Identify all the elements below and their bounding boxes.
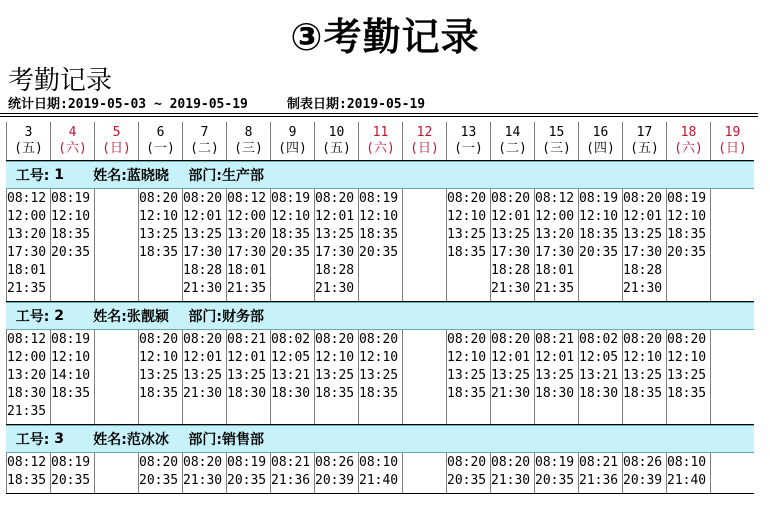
punch-time: 21:35 (7, 281, 47, 296)
punch-time: 08:21 (271, 455, 311, 470)
weekday-label: (六) (366, 141, 395, 156)
punch-time: 12:00 (7, 350, 47, 365)
punch-time: 08:20 (447, 332, 487, 347)
employee-header (6, 161, 754, 189)
punch-time: 12:10 (139, 209, 179, 224)
punch-time: 18:35 (623, 386, 663, 401)
punch-time: 21:30 (623, 281, 663, 296)
day-number: 13 (460, 125, 477, 140)
day-header-cell (94, 122, 138, 160)
punch-cell (534, 453, 578, 493)
punch-cell (314, 189, 358, 301)
punch-time: 08:20 (623, 332, 663, 347)
punch-time: 18:30 (535, 386, 575, 401)
punch-cell (358, 453, 402, 493)
punch-time: 08:26 (623, 455, 663, 470)
punch-cell (94, 189, 138, 301)
punch-time: 21:40 (667, 473, 707, 488)
punch-time: 18:35 (667, 227, 707, 242)
weekday-label: (二) (190, 141, 219, 156)
punch-cell (446, 330, 490, 424)
punch-time: 12:00 (7, 209, 47, 224)
employee-id: 3 (49, 431, 64, 447)
day-number: 7 (200, 125, 209, 140)
punch-time: 20:35 (271, 245, 311, 260)
period-start: 2019-05-03 (67, 97, 147, 112)
employee-id: 2 (49, 308, 64, 324)
punch-time: 17:30 (183, 245, 223, 260)
punch-time: 13:25 (491, 368, 531, 383)
day-header-cell (138, 122, 182, 160)
punch-time: 13:25 (359, 368, 399, 383)
punch-time: 13:25 (139, 227, 179, 242)
punch-time: 18:35 (139, 245, 179, 260)
punch-time: 20:39 (623, 473, 663, 488)
day-number: 6 (156, 125, 165, 140)
employee-dept-label: 部门: (188, 168, 222, 184)
punch-time: 08:19 (359, 191, 399, 206)
punch-time: 18:30 (227, 386, 267, 401)
punch-time: 12:00 (535, 209, 575, 224)
punch-cell (314, 453, 358, 493)
punch-time: 08:20 (359, 332, 399, 347)
punch-time: 17:30 (227, 245, 267, 260)
punch-cell (666, 453, 710, 493)
punch-time: 17:30 (315, 245, 355, 260)
punch-time: 21:36 (271, 473, 311, 488)
punch-time: 12:05 (579, 350, 619, 365)
punch-time: 13:25 (623, 227, 663, 242)
punch-time: 08:12 (7, 332, 47, 347)
day-header-cell (534, 122, 578, 160)
punch-cell (226, 453, 270, 493)
punch-cell (710, 453, 754, 493)
day-header-cell (710, 122, 754, 160)
punch-time: 08:20 (623, 191, 663, 206)
day-header-cell (622, 122, 666, 160)
punch-cell (270, 189, 314, 301)
punch-time: 21:36 (579, 473, 619, 488)
day-header-cell (226, 122, 270, 160)
punch-time: 20:35 (667, 245, 707, 260)
punch-time: 08:12 (535, 191, 575, 206)
day-header-cell (578, 122, 622, 160)
header-rule-double (0, 116, 758, 117)
day-number: 15 (548, 125, 565, 140)
punch-time: 18:30 (271, 386, 311, 401)
punch-time: 13:25 (183, 368, 223, 383)
punch-time: 21:30 (491, 386, 531, 401)
weekday-label: (五) (630, 141, 659, 156)
punch-time: 17:30 (491, 245, 531, 260)
punch-cell (578, 189, 622, 301)
employee-dept: 生产部 (221, 168, 264, 184)
punch-time: 12:01 (183, 350, 223, 365)
punch-time: 18:35 (447, 386, 487, 401)
punch-cell (270, 330, 314, 424)
punch-time: 08:10 (667, 455, 707, 470)
punch-cell (182, 453, 226, 493)
punch-time: 20:35 (579, 245, 619, 260)
day-number: 3 (24, 125, 33, 140)
punch-cell (666, 189, 710, 301)
punch-cell (138, 330, 182, 424)
punch-time: 08:20 (183, 455, 223, 470)
punch-time: 18:35 (315, 386, 355, 401)
day-number: 14 (504, 125, 521, 140)
punch-time: 13:21 (271, 368, 311, 383)
weekday-label: (二) (498, 141, 527, 156)
employee-name: 张靓颍 (126, 309, 169, 325)
made-date-label: 制表日期: (287, 97, 347, 112)
punch-time: 13:20 (7, 368, 47, 383)
punch-time: 08:19 (579, 191, 619, 206)
punch-cell (490, 453, 534, 493)
employee-id-label: 工号: (15, 168, 50, 184)
day-header-cell (358, 122, 402, 160)
punch-cell (622, 453, 666, 493)
punch-time: 18:35 (271, 227, 311, 242)
day-number: 17 (636, 125, 653, 140)
punch-time: 12:10 (139, 350, 179, 365)
punch-time: 13:25 (315, 368, 355, 383)
punch-cell (50, 189, 94, 301)
punch-time: 08:19 (51, 455, 91, 470)
day-number: 8 (244, 125, 253, 140)
punch-time: 13:25 (315, 227, 355, 242)
punch-time: 12:05 (271, 350, 311, 365)
punch-cell (578, 453, 622, 493)
weekday-label: (四) (278, 141, 307, 156)
punch-time: 20:35 (359, 245, 399, 260)
weekday-label: (五) (14, 141, 43, 156)
employee-dept: 销售部 (221, 432, 264, 448)
punch-time: 08:19 (51, 191, 91, 206)
punch-time: 08:12 (227, 191, 267, 206)
punch-cell (710, 330, 754, 424)
punch-time: 08:20 (667, 332, 707, 347)
punch-cell (270, 453, 314, 493)
punch-time: 08:20 (183, 332, 223, 347)
punch-time: 20:35 (51, 245, 91, 260)
day-header-cell (6, 122, 50, 160)
punch-cell (402, 453, 446, 493)
punch-cell (490, 330, 534, 424)
punch-time: 08:20 (315, 191, 355, 206)
punch-time: 12:01 (183, 209, 223, 224)
employee-punch-row (6, 453, 754, 494)
punch-time: 13:25 (139, 368, 179, 383)
weekday-label: (一) (146, 141, 175, 156)
day-number: 10 (328, 125, 345, 140)
punch-time: 20:35 (227, 473, 267, 488)
weekday-label: (六) (58, 141, 87, 156)
punch-time: 13:20 (7, 227, 47, 242)
punch-cell (6, 330, 50, 424)
punch-cell (358, 330, 402, 424)
employee-punch-row (6, 189, 754, 302)
punch-time: 18:35 (447, 245, 487, 260)
punch-time: 17:30 (535, 245, 575, 260)
employee-id-label: 工号: (15, 309, 50, 325)
punch-cell (314, 330, 358, 424)
punch-time: 18:35 (667, 386, 707, 401)
weekday-label: (三) (234, 141, 263, 156)
punch-time: 12:10 (271, 209, 311, 224)
punch-time: 17:30 (623, 245, 663, 260)
punch-time: 20:39 (315, 473, 355, 488)
punch-cell (534, 189, 578, 301)
punch-time: 21:30 (183, 473, 223, 488)
employee-dept-label: 部门: (188, 432, 222, 448)
punch-time: 20:35 (51, 473, 91, 488)
punch-time: 18:35 (7, 473, 47, 488)
weekday-label: (四) (586, 141, 615, 156)
punch-time: 08:02 (271, 332, 311, 347)
punch-time: 18:35 (359, 386, 399, 401)
punch-time: 13:20 (227, 227, 267, 242)
made-date: 2019-05-19 (346, 97, 426, 112)
punch-time: 08:12 (7, 455, 47, 470)
weekday-label: (日) (102, 141, 131, 156)
employee-name-label: 姓名: (93, 432, 127, 448)
employee-name: 蓝晓晓 (126, 168, 169, 184)
punch-time: 20:35 (535, 473, 575, 488)
punch-time: 08:20 (315, 332, 355, 347)
punch-time: 18:35 (359, 227, 399, 242)
weekday-label: (六) (674, 141, 703, 156)
punch-time: 21:30 (183, 281, 223, 296)
period-separator: ~ (153, 97, 162, 112)
punch-cell (138, 189, 182, 301)
punch-time: 08:19 (271, 191, 311, 206)
punch-cell (138, 453, 182, 493)
punch-time: 18:35 (579, 227, 619, 242)
punch-time: 18:01 (227, 263, 267, 278)
punch-time: 13:25 (667, 368, 707, 383)
punch-cell (358, 189, 402, 301)
punch-time: 12:10 (359, 209, 399, 224)
punch-time: 08:21 (535, 332, 575, 347)
punch-cell (50, 330, 94, 424)
employee-dept: 财务部 (221, 309, 264, 325)
punch-time: 08:02 (579, 332, 619, 347)
punch-time: 12:10 (667, 209, 707, 224)
punch-cell (446, 189, 490, 301)
punch-time: 21:35 (227, 281, 267, 296)
punch-cell (94, 330, 138, 424)
weekday-label: (三) (542, 141, 571, 156)
punch-time: 08:20 (491, 191, 531, 206)
punch-time: 08:20 (491, 332, 531, 347)
punch-time: 12:01 (315, 209, 355, 224)
punch-time: 12:10 (447, 209, 487, 224)
day-header-cell (446, 122, 490, 160)
day-header-cell (490, 122, 534, 160)
employee-name-label: 姓名: (93, 309, 127, 325)
day-header-cell (666, 122, 710, 160)
period-end: 2019-05-19 (169, 97, 248, 112)
punch-time: 08:20 (139, 191, 179, 206)
punch-time: 08:20 (183, 191, 223, 206)
punch-time: 20:35 (447, 473, 487, 488)
punch-cell (622, 330, 666, 424)
punch-time: 18:35 (51, 386, 91, 401)
punch-time: 08:20 (491, 455, 531, 470)
punch-cell (490, 189, 534, 301)
punch-time: 12:01 (623, 209, 663, 224)
punch-time: 12:10 (51, 209, 91, 224)
punch-cell (666, 330, 710, 424)
punch-time: 13:20 (535, 227, 575, 242)
punch-time: 12:01 (535, 350, 575, 365)
punch-time: 21:40 (359, 473, 399, 488)
punch-time: 12:01 (491, 350, 531, 365)
day-number: 9 (288, 125, 297, 140)
weekday-label: (五) (322, 141, 351, 156)
punch-cell (94, 453, 138, 493)
punch-cell (6, 453, 50, 493)
punch-cell (182, 189, 226, 301)
punch-time: 08:20 (447, 455, 487, 470)
punch-time: 08:20 (139, 455, 179, 470)
employee-header (6, 425, 754, 453)
punch-time: 13:25 (447, 368, 487, 383)
punch-cell (446, 453, 490, 493)
day-number: 19 (724, 125, 741, 140)
punch-time: 18:28 (315, 263, 355, 278)
punch-time: 12:10 (447, 350, 487, 365)
punch-time: 18:28 (491, 263, 531, 278)
punch-time: 20:35 (139, 473, 179, 488)
punch-time: 18:30 (7, 386, 47, 401)
punch-time: 08:19 (51, 332, 91, 347)
punch-time: 21:30 (183, 386, 223, 401)
punch-time: 13:25 (227, 368, 267, 383)
punch-cell (6, 189, 50, 301)
punch-cell (710, 189, 754, 301)
day-header-cell (182, 122, 226, 160)
day-number: 5 (112, 125, 121, 140)
punch-time: 08:26 (315, 455, 355, 470)
punch-time: 13:25 (491, 227, 531, 242)
punch-time: 14:10 (51, 368, 91, 383)
day-number: 16 (592, 125, 609, 140)
punch-time: 08:19 (667, 191, 707, 206)
punch-time: 12:01 (227, 350, 267, 365)
punch-time: 21:35 (7, 404, 47, 419)
punch-cell (226, 189, 270, 301)
punch-cell (578, 330, 622, 424)
day-header-row (6, 122, 754, 161)
employee-punch-row (6, 330, 754, 425)
day-header-cell (314, 122, 358, 160)
punch-time: 18:01 (7, 263, 47, 278)
employee-id: 1 (49, 167, 64, 183)
employee-id-label: 工号: (15, 432, 50, 448)
punch-time: 08:20 (447, 191, 487, 206)
punch-time: 12:01 (491, 209, 531, 224)
employee-dept-label: 部门: (188, 309, 222, 325)
employee-name: 范冰冰 (126, 432, 169, 448)
weekday-label: (一) (454, 141, 483, 156)
punch-time: 21:30 (491, 473, 531, 488)
punch-cell (50, 453, 94, 493)
punch-time: 12:10 (623, 350, 663, 365)
day-number: 4 (68, 125, 77, 140)
punch-time: 21:35 (535, 281, 575, 296)
period-label: 统计日期: (8, 97, 68, 112)
punch-time: 21:30 (491, 281, 531, 296)
punch-time: 12:00 (227, 209, 267, 224)
punch-time: 18:35 (51, 227, 91, 242)
punch-time: 08:19 (227, 455, 267, 470)
punch-time: 08:21 (579, 455, 619, 470)
header-rule (0, 113, 758, 114)
punch-time: 08:12 (7, 191, 47, 206)
day-number: 18 (680, 125, 697, 140)
weekday-label: (日) (410, 141, 439, 156)
punch-time: 13:25 (447, 227, 487, 242)
employee-name-label: 姓名: (93, 168, 127, 184)
punch-time: 21:30 (315, 281, 355, 296)
punch-time: 18:28 (183, 263, 223, 278)
punch-time: 12:10 (51, 350, 91, 365)
punch-time: 18:28 (623, 263, 663, 278)
punch-time: 18:35 (139, 386, 179, 401)
punch-cell (226, 330, 270, 424)
attendance-grid (6, 122, 754, 494)
day-header-cell (270, 122, 314, 160)
punch-time: 13:25 (535, 368, 575, 383)
punch-time: 08:19 (535, 455, 575, 470)
punch-time: 18:30 (579, 386, 619, 401)
punch-time: 18:01 (535, 263, 575, 278)
day-number: 12 (416, 125, 433, 140)
punch-time: 08:20 (139, 332, 179, 347)
punch-time: 17:30 (7, 245, 47, 260)
punch-cell (402, 189, 446, 301)
punch-time: 08:21 (227, 332, 267, 347)
banner-title: ③考勤记录 (290, 15, 480, 59)
employee-header (6, 302, 754, 330)
punch-time: 12:10 (667, 350, 707, 365)
punch-time: 13:25 (623, 368, 663, 383)
punch-time: 12:10 (359, 350, 399, 365)
punch-cell (622, 189, 666, 301)
punch-cell (534, 330, 578, 424)
day-header-cell (402, 122, 446, 160)
punch-cell (182, 330, 226, 424)
punch-time: 12:10 (315, 350, 355, 365)
punch-time: 13:25 (183, 227, 223, 242)
report-title: 考勤记录 (8, 66, 113, 96)
punch-cell (402, 330, 446, 424)
punch-time: 12:10 (579, 209, 619, 224)
punch-time: 08:10 (359, 455, 399, 470)
punch-time: 13:21 (579, 368, 619, 383)
day-number: 11 (372, 125, 389, 140)
report-meta (8, 93, 425, 112)
day-header-cell (50, 122, 94, 160)
weekday-label: (日) (718, 141, 747, 156)
